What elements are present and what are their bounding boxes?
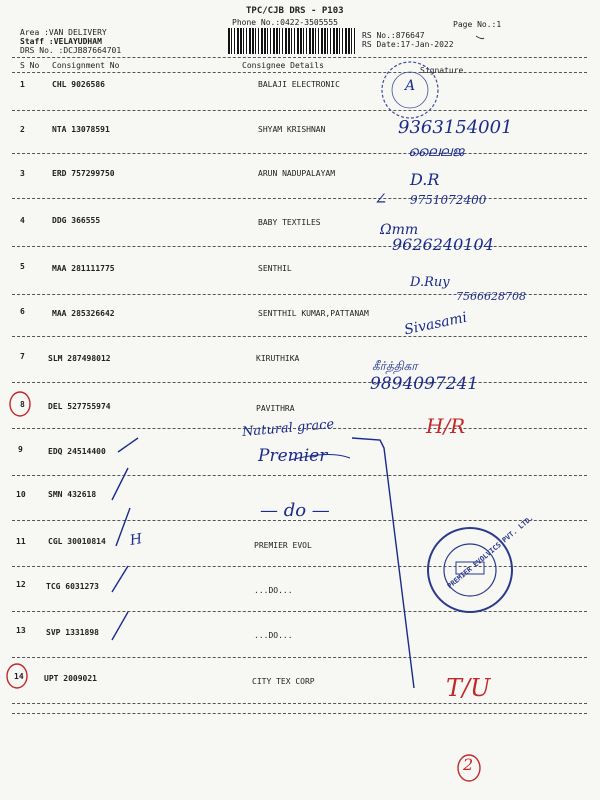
row-sno: 3: [20, 169, 25, 178]
handwritten-phone: 9751072400: [410, 193, 487, 207]
handwritten-two: 2: [463, 755, 474, 774]
handwritten-tu: T/U: [446, 674, 491, 702]
signature-stamp: [382, 62, 438, 118]
row-consignment: UPT 2009021: [44, 674, 97, 683]
row-sno: 6: [20, 307, 25, 316]
row-sno: 13: [16, 626, 26, 635]
company-stamp-text: PREMIER EVOLVICS PVT. LTD.: [445, 513, 536, 591]
handwritten-a: A: [405, 78, 416, 94]
row-sno: 14: [14, 672, 24, 681]
handwritten-phone: 9894097241: [370, 374, 479, 394]
sheet-title: TPC/CJB DRS - P103: [246, 6, 344, 16]
handwritten-hr: H/R: [426, 414, 466, 438]
row-sno: 2: [20, 125, 25, 134]
handwritten-name: Sivasami: [402, 309, 469, 339]
red-circle: [10, 392, 30, 416]
handwritten-note: — do —: [260, 500, 330, 521]
tick-mark: [112, 566, 128, 592]
row-sno: 8: [20, 400, 25, 409]
staff-field: Staff :VELAYUDHAM: [20, 37, 102, 46]
col-sno: S No: [20, 61, 40, 70]
rs-number: RS No.:876647: [362, 31, 425, 40]
row-consignee: ARUN NADUPALAYAM: [258, 169, 336, 178]
row-consignment: EDQ 24514400: [48, 447, 106, 456]
row-consignment: NTA 13078591: [52, 125, 110, 134]
handwritten-note: Premier: [258, 446, 328, 466]
row-consignee: PREMIER EVOL: [254, 541, 312, 550]
handwritten-note: Natural grace: [241, 417, 335, 440]
row-consignment: SVP 1331898: [46, 628, 99, 637]
tick-mark: [112, 612, 128, 640]
row-consignment: ERD 757299750: [52, 169, 115, 178]
underline-stroke: [290, 454, 350, 460]
row-consignment: TCG 6031273: [46, 582, 99, 591]
row-sno: 7: [20, 352, 25, 361]
row-consignment: SLM 287498012: [48, 354, 111, 363]
row-consignee: ...DO...: [254, 586, 293, 595]
row-consignee: BALAJI ELECTRONIC: [258, 80, 340, 89]
page-number: Page No.:1: [453, 20, 502, 29]
row-consignment: SMN 432618: [48, 490, 97, 499]
row-consignee: SENTHIL: [258, 264, 292, 273]
row-consignee: BABY TEXTILES: [258, 218, 321, 227]
row-consignment: CHL 9026586: [52, 80, 105, 89]
row-consignment: MAA 285326642: [52, 309, 115, 318]
row-consignee: SENTTHIL KUMAR,PATTANAM: [258, 309, 369, 318]
handwritten-name: கீர்த்திகா: [372, 359, 418, 373]
handwritten-initial: D.R: [410, 170, 440, 189]
row-sno: 5: [20, 262, 25, 271]
row-sno: 10: [16, 490, 26, 499]
col-signature: Signature: [420, 66, 464, 75]
tick-mark: [116, 508, 130, 546]
red-circle: [458, 755, 480, 781]
row-consignment: MAA 281111775: [52, 264, 115, 273]
row-sno: 11: [16, 537, 26, 546]
area-field: Area :VAN DELIVERY: [20, 28, 107, 37]
tick-mark: [112, 468, 128, 500]
handwritten-h: H: [128, 531, 144, 549]
row-consignment: DEL 527755974: [48, 402, 111, 411]
tick-mark: [476, 36, 484, 39]
row-consignment: CGL 30010814: [48, 537, 106, 546]
row-consignee: CITY TEX CORP: [252, 677, 315, 686]
rs-date: RS Date:17-Jan-2022: [362, 40, 454, 49]
handwritten-phone: 9626240104: [392, 235, 494, 254]
handwritten-phone: 7566628708: [456, 290, 526, 303]
col-consignee: Consignee Details: [242, 61, 324, 70]
row-consignee: SHYAM KRISHNAN: [258, 125, 326, 134]
red-circle: [7, 664, 27, 688]
row-sno: 12: [16, 580, 26, 589]
row-consignee: PAVITHRA: [256, 404, 295, 413]
handwritten-initial: D.Ruy: [410, 275, 450, 290]
bracket-line: [352, 438, 414, 688]
handwritten-name: ലൈലജ: [408, 144, 464, 160]
row-consignee: ...DO...: [254, 631, 293, 640]
signature-stamp-inner: [392, 72, 428, 108]
row-consignment: DDG 366555: [52, 216, 101, 225]
tick-mark: [118, 438, 138, 452]
col-consignment: Consignment No: [52, 61, 120, 70]
handwritten-mark: ∠: [374, 189, 388, 208]
row-sno: 1: [20, 80, 25, 89]
handwritten-scribble: Ωmm: [380, 222, 419, 238]
row-consignee: KIRUTHIKA: [256, 354, 300, 363]
handwritten-phone: 9363154001: [398, 117, 513, 138]
phone-number: Phone No.:0422-3505555: [232, 18, 338, 27]
drs-number: DRS No. :DCJB87664701: [20, 46, 122, 55]
row-sno: 4: [20, 216, 25, 225]
row-sno: 9: [18, 445, 23, 454]
